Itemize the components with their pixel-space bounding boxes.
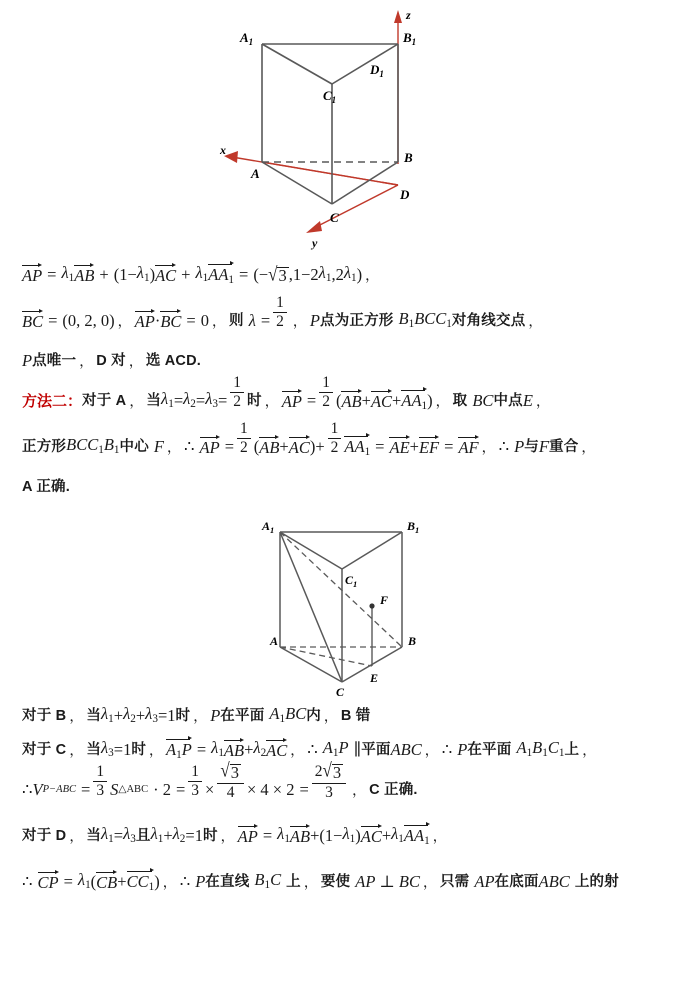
- for-d-text: 对于 D: [22, 827, 67, 844]
- fraction-sqrt3-4: [217, 759, 244, 801]
- fraction-result: [312, 759, 346, 801]
- ap-text-last: AP: [474, 871, 495, 891]
- vector-AB-c: AB: [223, 741, 245, 761]
- shi-b-text: 时: [175, 707, 191, 724]
- method-two-title: 方法二: [22, 392, 68, 410]
- abc-plane: ABC: [390, 739, 422, 759]
- conclusion-P: P: [514, 436, 525, 456]
- edge-A1C1: [262, 44, 332, 84]
- x-axis-arrow: [224, 151, 238, 163]
- when-b-text: 当: [86, 707, 102, 724]
- vector-AC-m2: AC: [370, 392, 393, 412]
- label-x-axis: x: [219, 143, 226, 157]
- and-text: 且: [135, 827, 151, 844]
- vol-f1-den: 3: [96, 782, 105, 800]
- label2-A: A: [269, 634, 278, 648]
- times-two: · 2: [153, 779, 171, 799]
- vector-BC-2: BC: [160, 312, 182, 332]
- l5-frac-den: 2: [240, 439, 248, 457]
- vector-AP-d: AP: [237, 827, 258, 847]
- label-C: C: [329, 210, 339, 225]
- label2-C1: $C_1$: [344, 573, 357, 589]
- vector-A1P: A1P: [166, 739, 192, 761]
- need-text: 要使: [320, 873, 351, 890]
- d-correct-text: D 对: [96, 352, 126, 369]
- volume-subscript: P−ABC: [42, 783, 77, 795]
- vector-AC-c: AC: [266, 741, 288, 761]
- a-correct-text: A 正确.: [22, 478, 70, 495]
- only-need-text: 只需: [439, 873, 470, 890]
- vector-AB-l5: AB: [259, 438, 280, 458]
- vector-AP-l5: AP: [199, 438, 220, 458]
- z-axis-arrow: [394, 10, 402, 23]
- line-option-d: 对于 D ， 当 λ1 = λ3 且 λ1 + λ2 = 1 时 ， AP = λ1 AB + (1 − λ1 ) AC + λ1 AA1 ，: [22, 824, 447, 847]
- point-P-b: P: [210, 705, 221, 725]
- vector-AC: AC: [155, 266, 177, 286]
- label-y-axis: y: [311, 236, 317, 250]
- frac-denominator: 2: [276, 313, 284, 331]
- fraction-one-third-b: [188, 764, 202, 799]
- abc-last: ABC: [538, 871, 570, 891]
- on-line-text: 在直线: [205, 873, 250, 890]
- vector-AP: AP: [22, 266, 43, 286]
- for-b-text: 对于 B: [22, 707, 67, 724]
- m2-frac-den: 2: [233, 393, 242, 411]
- therefore-c-2: ∴: [441, 739, 453, 759]
- vector-AC-d: AC: [360, 827, 382, 847]
- point-P-c: P: [457, 739, 468, 759]
- line-square-center-F: 正方形 BCC1B1 中心 F ， ∴ AP = $\frac{1}{2}$ ( AB + AC ) + $\frac{1}{2}$ AA1 = AE + EF = AF ， ∴ P 与 F 重合 ，: [22, 420, 596, 458]
- dot-result: 0: [200, 310, 209, 330]
- vol-f2-num: 1: [191, 763, 200, 781]
- sqrt-3: √ 3: [268, 262, 287, 285]
- y-axis-arrow: [306, 221, 322, 233]
- method-two-line: 方法二 ： 对于 A ， 当 λ1 = λ2 = λ3 = $\frac{1}{2}$ 时 ， AP = $\frac{1}{2}$ ( AB + AC + AA1 ) ， 取 BC 中点 E ，: [22, 374, 550, 412]
- vector-CP: CP: [37, 873, 59, 893]
- plus-sign-l5: +: [315, 436, 325, 456]
- vector-AB: AB: [74, 266, 95, 286]
- line-option-b: 对于 B ， 当 λ1 + λ2 + λ3 = 1 时 ， P 在平面 A1BC 内 ， B 错: [22, 704, 371, 726]
- fraction-half-m2b: [319, 375, 333, 410]
- therefore-vol: ∴: [22, 779, 33, 799]
- take-text: 取: [452, 392, 468, 409]
- therefore-symbol-2: ∴: [498, 436, 510, 456]
- segment2-A1C: [280, 532, 342, 682]
- label-B: B: [403, 150, 413, 165]
- when-c-text: 当: [86, 741, 102, 758]
- then-label: 则: [228, 312, 244, 329]
- vector-AA1-l5: AA1: [344, 436, 371, 458]
- line-volume-calculation: ∴ V P−ABC = $\frac{1}{3}$ S △ABC · 2 = $\frac{1}{3}$ × √ 3 4 × 4 × 2 = 2 √ 3 3 ， C 正确.: [22, 759, 418, 801]
- square-name: B1BCC1: [398, 309, 452, 331]
- when-text: 当: [146, 392, 162, 409]
- square-BCC1B1: BCC1B1: [66, 435, 120, 457]
- vector-CC1: CC1: [126, 871, 155, 893]
- document-page: [0, 4, 693, 983]
- shi-text: 时: [247, 392, 262, 409]
- plane-A1B1C1: A1B1C1: [516, 738, 565, 760]
- m2-frac-num: 1: [233, 374, 242, 392]
- vector-AC-l5: AC: [288, 438, 310, 458]
- fraction-one-half: [273, 295, 287, 330]
- point-P-label: P: [22, 350, 33, 370]
- midpoint-text: 中点: [493, 392, 523, 409]
- label-D1: $D_1$: [369, 62, 384, 79]
- fraction-half-m2: [230, 375, 244, 410]
- fraction-one-third: [93, 764, 107, 799]
- vector-AP-2: AP: [134, 312, 155, 332]
- times-four-two: × 4 × 2: [246, 779, 295, 799]
- edge2-B1C1: [342, 532, 402, 569]
- label2-B1: $B_1$: [406, 519, 419, 535]
- therefore-c-1: ∴: [307, 739, 318, 759]
- figure-one-container: [0, 4, 693, 252]
- vector-AA1-m2: AA1: [401, 390, 428, 412]
- bc-segment: BC: [472, 390, 494, 410]
- vector-BC: BC: [22, 312, 44, 332]
- line-p-unique: P 点唯一 ， D 对 ， 选 ACD.: [22, 350, 201, 370]
- label2-C: C: [335, 685, 344, 699]
- vector-AA1-d: AA1: [403, 825, 430, 847]
- label-z-axis: z: [405, 8, 411, 22]
- for-c-text: 对于 C: [22, 741, 67, 758]
- equation-bc-dot-product: BC = (0, 2, 0) ， AP · BC = 0 ， 则 λ = $\frac{1}{2}$ ， P 点为正方形 B1BCC1 对角线交点 ，: [22, 294, 543, 332]
- equation-ap-coordinates: AP = λ1 AB + (1 − λ1 ) AC + λ1 AA1 = ( − √ 3 ,1 − 2 λ1 ,2 λ1 ) ，: [22, 262, 380, 286]
- A1P-text: A1P: [322, 738, 349, 760]
- m2b-frac-num: 1: [322, 374, 330, 392]
- vol-f3-num: √ 3: [220, 759, 239, 782]
- square-desc: 点为正方形: [320, 312, 394, 329]
- edge-B1C1: [332, 44, 398, 84]
- shi-d-text: 时: [202, 827, 218, 844]
- label-B1: $B_1$: [402, 30, 416, 47]
- label-C1: $C_1$: [322, 88, 336, 105]
- point-F-marker: [369, 603, 374, 608]
- segment2-AE-hidden: [280, 647, 372, 666]
- center-label: 中心: [119, 438, 149, 455]
- fraction-half-l5: [237, 421, 251, 456]
- segment2-A1B-hidden: [280, 532, 402, 647]
- on-text-last: 上: [286, 873, 301, 890]
- figure-prism-axes: [202, 4, 492, 252]
- vol-res-num: 2 √ 3: [314, 759, 342, 782]
- line-a-correct: [0, 470, 693, 504]
- label2-A1: $A_1$: [261, 519, 274, 535]
- vol-f2-den: 3: [191, 782, 200, 800]
- point-E: E: [522, 390, 533, 410]
- figure-two-container: [0, 514, 693, 699]
- edge2-AC: [280, 647, 342, 682]
- on-text-c: 上: [564, 741, 580, 758]
- vol-f1-num: 1: [96, 763, 105, 781]
- point-P-last: P: [195, 871, 206, 891]
- label2-B: B: [407, 634, 416, 648]
- area-subscript: △ABC: [118, 783, 149, 795]
- therefore-last-2: ∴: [179, 871, 191, 891]
- l5-frac-num: 1: [240, 420, 248, 438]
- label-A1: $A_1$: [239, 30, 253, 47]
- vector-AF: AF: [458, 438, 479, 458]
- line-option-c: 对于 C ， 当 λ3 = 1 时 ， A1P = λ1 AB + λ2 AC ， ∴ A1P ∥ 平面 ABC ， ∴ P 在平面 A1B1C1 上 ，: [22, 738, 597, 761]
- frac-numerator: 1: [276, 294, 284, 312]
- vector-AB-m2: AB: [341, 392, 362, 412]
- vector-AA1: AA1: [208, 264, 235, 286]
- vol-f3-den: 4: [226, 783, 235, 801]
- vector-AB-d: AB: [289, 827, 311, 847]
- coincide-text: 重合: [549, 438, 579, 455]
- volume-symbol: V: [32, 779, 43, 799]
- vector-EF: EF: [418, 438, 440, 458]
- l5b-frac-den: 2: [330, 439, 339, 457]
- mult-sign-1: ×: [205, 779, 215, 799]
- in-plane-b-text: 在平面: [220, 707, 265, 724]
- figure-prism-EF: [232, 514, 462, 699]
- conclusion-F: F: [538, 436, 550, 456]
- unique-text: 点唯一: [32, 352, 77, 369]
- method-two-colon: ：: [67, 392, 83, 410]
- point-F: F: [153, 436, 165, 456]
- vector-CB: CB: [96, 873, 118, 893]
- fraction-half-l5b: [328, 421, 342, 456]
- bc-value: (0, 2, 0): [62, 310, 115, 330]
- m2b-frac-den: 2: [322, 393, 330, 411]
- label2-F: F: [379, 593, 388, 607]
- line-final-cp: ∴ CP = λ1 ( CB + CC1 ) ， ∴ P 在直线 B1C 上 ， 要使 AP ⊥ BC ， 只需 AP 在底面 ABC 上的射: [22, 870, 619, 893]
- choose-text: 选 ACD.: [145, 352, 201, 369]
- point-P: P: [309, 310, 320, 330]
- yu-text: 与: [524, 438, 539, 455]
- diagonal-text: 对角线交点: [451, 312, 526, 329]
- edge2-A1C1: [280, 532, 342, 569]
- parallel-symbol: ∥: [353, 739, 362, 759]
- y-axis-line: [314, 185, 398, 228]
- therefore-symbol-1: ∴: [184, 436, 195, 456]
- when-d-text: 当: [86, 827, 102, 844]
- label2-E: E: [369, 671, 378, 685]
- in-plane-c-text: 在平面: [467, 741, 512, 758]
- square-label: 正方形: [22, 438, 67, 455]
- ap-perp-bc: AP ⊥ BC: [355, 871, 420, 891]
- area-symbol: S: [110, 779, 119, 799]
- lambda-symbol: λ: [248, 310, 256, 330]
- c-correct-text: C 正确.: [369, 781, 418, 798]
- l5b-frac-num: 1: [330, 420, 339, 438]
- for-a-text: 对于 A: [82, 392, 127, 409]
- inside-text: 内: [306, 707, 321, 724]
- vector-AP-m2: AP: [281, 392, 302, 412]
- vector-AE: AE: [389, 438, 410, 458]
- vol-res-den: 3: [325, 783, 333, 801]
- b-wrong-text: B 错: [340, 707, 371, 724]
- label-A: A: [250, 166, 260, 181]
- line-B1C: B1C: [254, 870, 282, 892]
- plane-text-c: 平面: [361, 741, 391, 758]
- therefore-last-1: ∴: [22, 871, 33, 891]
- shang-de-text: 上的射: [574, 873, 619, 890]
- plane-A1BC: A1BC: [269, 704, 307, 726]
- shi-c-text: 时: [131, 741, 147, 758]
- at-base-text: 在底面: [494, 873, 539, 890]
- label-D: D: [399, 187, 409, 202]
